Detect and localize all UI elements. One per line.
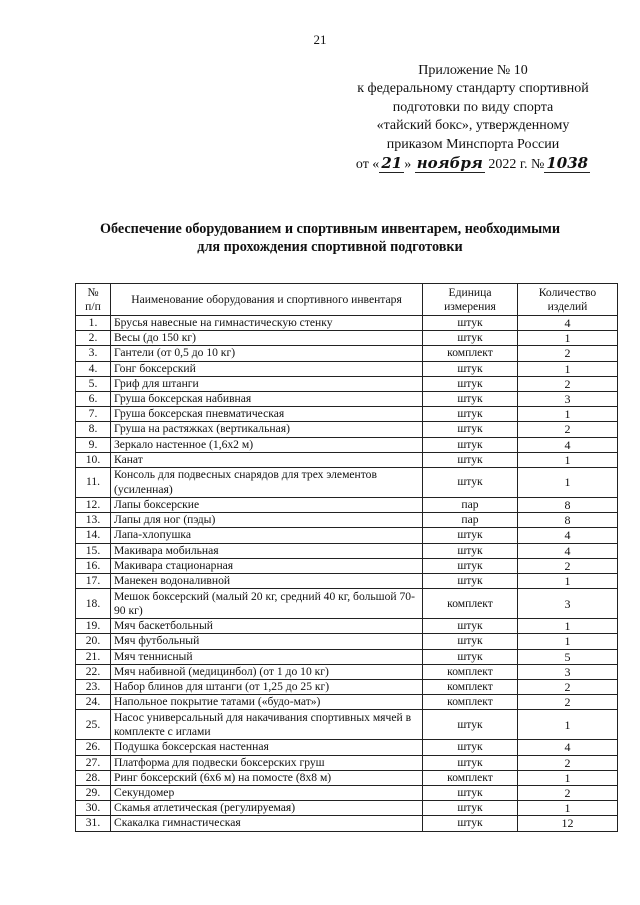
table-row: [76, 558, 618, 573]
item-unit: штук: [423, 528, 518, 543]
item-quantity: 1: [518, 801, 618, 816]
item-quantity: 2: [518, 786, 618, 801]
item-unit: штук: [423, 649, 518, 664]
table-row: [76, 755, 618, 770]
row-number: 27.: [76, 755, 111, 770]
table-row: [76, 437, 618, 452]
table-row: [76, 619, 618, 634]
item-quantity: 1: [518, 574, 618, 589]
document-title: [70, 220, 590, 256]
row-number: 15.: [76, 543, 111, 558]
row-number: 21.: [76, 649, 111, 664]
item-quantity: 4: [518, 437, 618, 452]
item-unit: штук: [423, 801, 518, 816]
row-number: 14.: [76, 528, 111, 543]
row-number: 25.: [76, 710, 111, 740]
item-name: Зеркало настенное (1,6х2 м): [111, 437, 423, 452]
item-name: Мешок боксерский (малый 20 кг, средний 40 кг, большой 70-90 кг): [111, 589, 423, 619]
row-number: 29.: [76, 786, 111, 801]
item-name: Канат: [111, 452, 423, 467]
table-row: [76, 331, 618, 346]
item-quantity: 2: [518, 422, 618, 437]
item-name: Мяч футбольный: [111, 634, 423, 649]
table-row: [76, 664, 618, 679]
table-body: [76, 316, 618, 832]
item-quantity: 1: [518, 619, 618, 634]
table-row: [76, 468, 618, 498]
page-number: 21: [313, 32, 327, 47]
item-unit: штук: [423, 407, 518, 422]
item-name: Набор блинов для штанги (от 1,25 до 25 кг): [111, 680, 423, 695]
item-quantity: 2: [518, 755, 618, 770]
table-row: [76, 543, 618, 558]
row-number: 3.: [76, 346, 111, 361]
appendix-line: приказом Минспорта России: [386, 136, 560, 152]
item-unit: штук: [423, 452, 518, 467]
item-quantity: 4: [518, 740, 618, 755]
appendix-block: [338, 62, 608, 174]
item-unit: штук: [423, 558, 518, 573]
item-name: Лапы для ног (пэды): [111, 513, 423, 528]
item-name: Скамья атлетическая (регулируемая): [111, 801, 423, 816]
row-number: 5.: [76, 376, 111, 391]
item-quantity: 2: [518, 376, 618, 391]
table-row: [76, 392, 618, 407]
item-unit: штук: [423, 786, 518, 801]
item-name: Макивара стационарная: [111, 558, 423, 573]
item-quantity: 2: [518, 680, 618, 695]
item-quantity: 5: [518, 649, 618, 664]
table-row: [76, 498, 618, 513]
table-row: [76, 574, 618, 589]
date-prefix: от «: [355, 157, 380, 173]
item-unit: штук: [423, 710, 518, 740]
item-unit: комплект: [423, 680, 518, 695]
item-quantity: 1: [518, 361, 618, 376]
table-row: [76, 376, 618, 391]
table-row: [76, 513, 618, 528]
item-unit: пар: [423, 513, 518, 528]
row-number: 19.: [76, 619, 111, 634]
table-row: [76, 740, 618, 755]
row-number: 18.: [76, 589, 111, 619]
row-number: 20.: [76, 634, 111, 649]
row-number: 6.: [76, 392, 111, 407]
item-name: Насос универсальный для накачивания спортивных мячей в комплекте с иглами: [111, 710, 423, 740]
row-number: 1.: [76, 316, 111, 331]
table-row: [76, 801, 618, 816]
item-unit: штук: [423, 740, 518, 755]
row-number: 22.: [76, 664, 111, 679]
table-row: [76, 589, 618, 619]
table-row: [76, 710, 618, 740]
appendix-title: Приложение № 10: [418, 63, 528, 78]
item-name: Подушка боксерская настенная: [111, 740, 423, 755]
table-row: [76, 422, 618, 437]
row-number: 8.: [76, 422, 111, 437]
appendix-line: «тайский бокс», утвержденному: [376, 118, 570, 134]
item-unit: штук: [423, 619, 518, 634]
row-number: 26.: [76, 740, 111, 755]
table-row: [76, 786, 618, 801]
table-row: [76, 695, 618, 710]
item-name: Манекен водоналивной: [111, 574, 423, 589]
header-num: № п/п: [76, 284, 111, 316]
item-unit: штук: [423, 634, 518, 649]
item-unit: комплект: [423, 346, 518, 361]
table-header-row: [76, 284, 618, 316]
item-unit: штук: [423, 376, 518, 391]
item-quantity: 8: [518, 498, 618, 513]
title-line-2: для прохождения спортивной подготовки: [197, 239, 463, 255]
item-quantity: 4: [518, 528, 618, 543]
item-name: Лапы боксерские: [111, 498, 423, 513]
item-name: Мяч баскетбольный: [111, 619, 423, 634]
item-unit: штук: [423, 422, 518, 437]
item-name: Макивара мобильная: [111, 543, 423, 558]
row-number: 11.: [76, 468, 111, 498]
row-number: 28.: [76, 770, 111, 785]
item-name: Платформа для подвески боксерских груш: [111, 755, 423, 770]
item-name: Гриф для штанги: [111, 376, 423, 391]
inventory-table: [75, 283, 618, 832]
order-date-line: [338, 154, 608, 174]
table-row: [76, 528, 618, 543]
header-name: Наименование оборудования и спортивного инвентаря: [111, 284, 423, 316]
table-row: [76, 361, 618, 376]
table-row: [76, 407, 618, 422]
item-unit: штук: [423, 816, 518, 831]
item-quantity: 2: [518, 558, 618, 573]
table-row: [76, 452, 618, 467]
item-quantity: 8: [518, 513, 618, 528]
table-row: [76, 770, 618, 785]
row-number: 16.: [76, 558, 111, 573]
item-quantity: 1: [518, 710, 618, 740]
item-name: Брусья навесные на гимнастическую стенку: [111, 316, 423, 331]
handwritten-day: 21: [381, 154, 403, 173]
item-unit: штук: [423, 755, 518, 770]
item-name: Лапа-хлопушка: [111, 528, 423, 543]
table-row: [76, 680, 618, 695]
item-name: Весы (до 150 кг): [111, 331, 423, 346]
row-number: 31.: [76, 816, 111, 831]
item-name: Мяч теннисный: [111, 649, 423, 664]
item-name: Гантели (от 0,5 до 10 кг): [111, 346, 423, 361]
item-name: Мяч набивной (медицинбол) (от 1 до 10 кг): [111, 664, 423, 679]
item-name: Скакалка гимнастическая: [111, 816, 423, 831]
table-row: [76, 634, 618, 649]
table-row: [76, 316, 618, 331]
row-number: 23.: [76, 680, 111, 695]
row-number: 30.: [76, 801, 111, 816]
item-quantity: 3: [518, 589, 618, 619]
item-quantity: 4: [518, 543, 618, 558]
item-name: Секундомер: [111, 786, 423, 801]
header-unit: Единица измерения: [423, 284, 518, 316]
date-year: 2022 г. №: [488, 157, 545, 173]
item-unit: комплект: [423, 589, 518, 619]
item-unit: штук: [423, 437, 518, 452]
item-unit: штук: [423, 468, 518, 498]
appendix-line: подготовки по виду спорта: [392, 99, 554, 115]
row-number: 7.: [76, 407, 111, 422]
item-unit: штук: [423, 361, 518, 376]
item-quantity: 3: [518, 664, 618, 679]
item-unit: штук: [423, 331, 518, 346]
item-name: Напольное покрытие татами («будо-мат»): [111, 695, 423, 710]
item-name: Гонг боксерский: [111, 361, 423, 376]
item-quantity: 3: [518, 392, 618, 407]
item-unit: комплект: [423, 664, 518, 679]
item-unit: штук: [423, 574, 518, 589]
item-unit: комплект: [423, 695, 518, 710]
item-name: Груша боксерская набивная: [111, 392, 423, 407]
item-name: Консоль для подвесных снарядов для трех элементов (усиленная): [111, 468, 423, 498]
item-unit: пар: [423, 498, 518, 513]
header-qty: Количество изделий: [518, 284, 618, 316]
appendix-line: к федеральному стандарту спортивной: [357, 81, 589, 97]
row-number: 9.: [76, 437, 111, 452]
row-number: 2.: [76, 331, 111, 346]
title-line-1: Обеспечение оборудованием и спортивным инвентарем, необходимыми: [99, 221, 561, 237]
table-row: [76, 649, 618, 664]
table-row: [76, 346, 618, 361]
item-name: Груша на растяжках (вертикальная): [111, 422, 423, 437]
row-number: 4.: [76, 361, 111, 376]
item-quantity: 1: [518, 634, 618, 649]
row-number: 12.: [76, 498, 111, 513]
item-quantity: 2: [518, 346, 618, 361]
item-unit: штук: [423, 392, 518, 407]
item-quantity: 1: [518, 452, 618, 467]
row-number: 24.: [76, 695, 111, 710]
item-quantity: 1: [518, 407, 618, 422]
handwritten-order-number: 1038: [546, 154, 589, 173]
row-number: 13.: [76, 513, 111, 528]
date-separator: »: [404, 157, 412, 173]
item-unit: штук: [423, 543, 518, 558]
item-name: Ринг боксерский (6х6 м) на помосте (8х8 м): [111, 770, 423, 785]
table-row: [76, 816, 618, 831]
item-unit: штук: [423, 316, 518, 331]
item-quantity: 2: [518, 695, 618, 710]
item-quantity: 1: [518, 331, 618, 346]
row-number: 17.: [76, 574, 111, 589]
item-quantity: 12: [518, 816, 618, 831]
item-quantity: 1: [518, 770, 618, 785]
item-name: Груша боксерская пневматическая: [111, 407, 423, 422]
handwritten-month: ноября: [416, 154, 483, 173]
item-unit: комплект: [423, 770, 518, 785]
item-quantity: 1: [518, 468, 618, 498]
item-quantity: 4: [518, 316, 618, 331]
row-number: 10.: [76, 452, 111, 467]
